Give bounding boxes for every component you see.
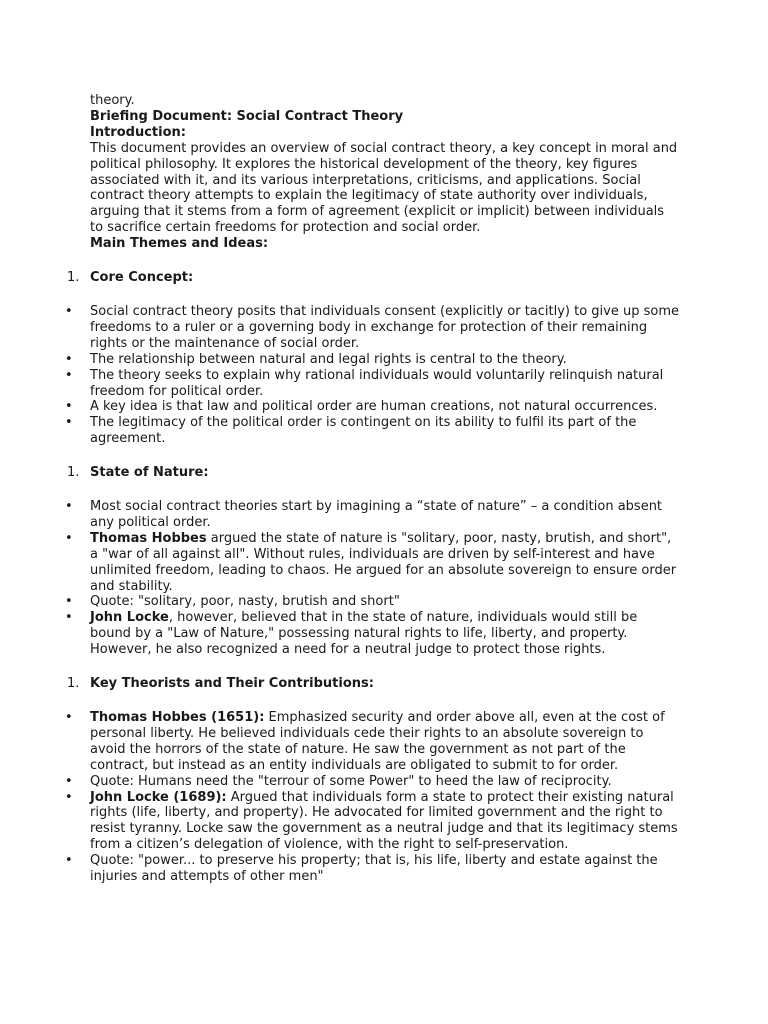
intro-heading: Introduction: xyxy=(90,124,186,140)
main-themes-heading: Main Themes and Ideas: xyxy=(90,236,269,252)
section-heading-key-theorists xyxy=(67,676,680,692)
list-item: • Social contract theory posits that individuals consent (explicitly or tacitly) to give up some freedoms to a ruler or a governing body in exchange for protection of their remaining rights or the maintenance of social order. xyxy=(90,304,680,352)
list-item: • Quote: Humans need the "terrour of some Power" to heed the law of reciprocity. xyxy=(90,774,680,790)
document-body xyxy=(67,93,680,885)
core-concept-list xyxy=(90,304,680,447)
key-theorists-list xyxy=(90,710,680,885)
list-item: • Thomas Hobbes argued the state of nature is "solitary, poor, nasty, brutish, and short", a "war of all against all". Without rules, individuals are driven by self-interest and have unlimited freedom, leading to chaos. He argued for an absolute sovereign to ensure order and stability. xyxy=(90,531,680,595)
list-item: • Most social contract theories start by imagining a “state of nature” – a condition absent any political order. xyxy=(90,499,680,531)
list-item: • A key idea is that law and political order are human creations, not natural occurrences. xyxy=(90,399,680,415)
lead-fragment: theory. xyxy=(90,93,135,108)
intro-paragraph: This document provides an overview of social contract theory, a key concept in moral and political philosophy. It explores the historical development of the theory, key figures associated with it, and its various interpretations, criticisms, and applications. Social contract theory attempts to explain the legitimacy of state authority over individuals, arguing that it stems from a form of agreement (explicit or implicit) between individuals to sacrifice certain freedoms for protection and social order. xyxy=(90,140,678,236)
list-item: • The theory seeks to explain why rational individuals would voluntarily relinquish natural freedom for political order. xyxy=(90,368,680,400)
list-item: • The relationship between natural and legal rights is central to the theory. xyxy=(90,352,680,368)
section-title: State of Nature: xyxy=(90,465,209,481)
section-number: 1. xyxy=(67,676,80,692)
section-number: 1. xyxy=(67,465,80,481)
state-of-nature-list xyxy=(90,499,680,658)
list-item: • John Locke, however, believed that in the state of nature, individuals would still be bound by a "Law of Nature," possessing natural rights to life, liberty, and property. However, he also recognized a need for a neutral judge to protect those rights. xyxy=(90,610,680,658)
list-item: • John Locke (1689): Argued that individuals form a state to protect their existing natural rights (life, liberty, and property). He advocated for limited government and the right to resist tyranny. Locke saw the government as a neutral judge and that its legitimacy stems from a citizen’s delegation of violence, with the right to self-preservation. xyxy=(90,790,680,854)
section-heading-state-of-nature xyxy=(67,465,680,481)
section-title: Key Theorists and Their Contributions: xyxy=(90,676,374,692)
section-number: 1. xyxy=(67,270,80,286)
section-title: Core Concept: xyxy=(90,270,194,286)
list-item: • The legitimacy of the political order is contingent on its ability to fulfil its part of the agreement. xyxy=(90,415,680,447)
section-heading-core-concept xyxy=(67,270,680,286)
list-item: • Quote: "solitary, poor, nasty, brutish and short" xyxy=(90,594,680,610)
list-item: • Quote: "power... to preserve his property; that is, his life, liberty and estate against the injuries and attempts of other men" xyxy=(90,853,680,885)
list-item: • Thomas Hobbes (1651): Emphasized security and order above all, even at the cost of personal liberty. He believed individuals cede their rights to an absolute sovereign to avoid the horrors of the state of nature. He saw the government as not part of the contract, but instead as an entity individuals are obligated to submit to for order. xyxy=(90,710,680,774)
document-title: Briefing Document: Social Contract Theory xyxy=(90,108,404,124)
